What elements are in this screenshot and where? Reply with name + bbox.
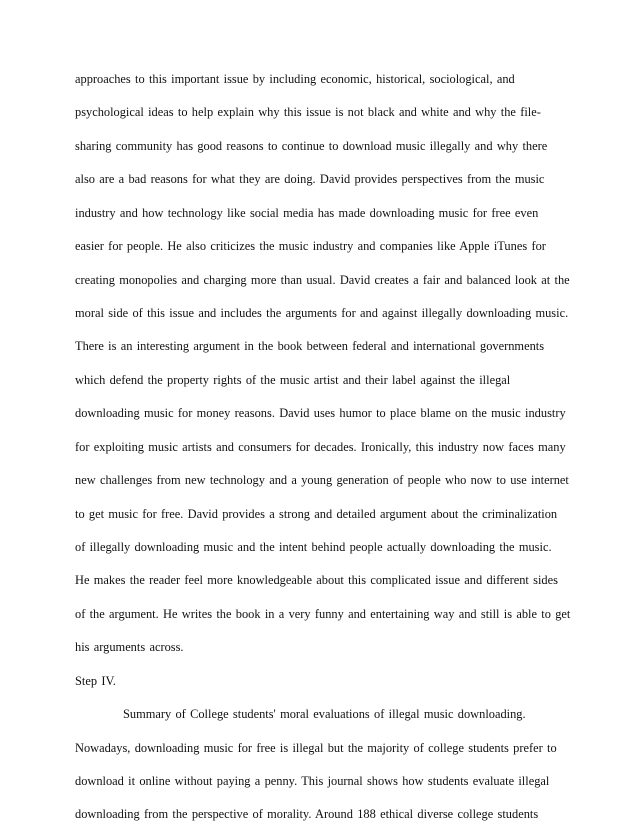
paragraph-1-line-8: moral side of this issue and includes the arguments for and against illegally downloading music.	[75, 306, 569, 320]
paragraph-1-line-1: approaches to this important issue by including economic, historical, sociological, and	[75, 72, 515, 86]
paragraph-1-line-6: easier for people. He also criticizes the music industry and companies like Apple iTunes for	[75, 239, 546, 253]
paragraph-1-line-2: psychological ideas to help explain why this issue is not black and white and why the file-	[75, 105, 541, 119]
paragraph-1-line-18: his arguments across.	[75, 640, 184, 654]
paragraph-1-line-11: downloading music for money reasons. David uses humor to place blame on the music industry	[75, 406, 566, 420]
paragraph-1-line-16: He makes the reader feel more knowledgeable about this complicated issue and different sides	[75, 573, 558, 587]
paragraph-1-line-7: creating monopolies and charging more than usual. David creates a fair and balanced look at the	[75, 273, 570, 287]
step-heading: Step IV.	[75, 674, 116, 688]
paragraph-1-line-14: to get music for free. David provides a strong and detailed argument about the criminalization	[75, 507, 558, 521]
paragraph-2-line-2: download it online without paying a penny. This journal shows how students evaluate illegal	[75, 774, 550, 788]
paragraph-1-line-3: sharing community has good reasons to continue to download music illegally and why there	[75, 139, 548, 153]
paragraph-1-line-15: of illegally downloading music and the intent behind people actually downloading the music.	[75, 540, 552, 554]
paragraph-2-line-1: Nowadays, downloading music for free is illegal but the majority of college students prefer to	[75, 741, 557, 755]
summary-title: Summary of College students' moral evaluations of illegal music downloading.	[123, 707, 526, 721]
paragraph-1-line-12: for exploiting music artists and consumers for decades. Ironically, this industry now faces many	[75, 440, 566, 454]
paragraph-2-line-3: downloading from the perspective of morality. Around 188 ethical diverse college students	[75, 807, 539, 821]
paragraph-1-line-17: of the argument. He writes the book in a very funny and entertaining way and still is able to get	[75, 607, 571, 621]
paragraph-1-line-10: which defend the property rights of the music artist and their label against the illegal	[75, 373, 511, 387]
paragraph-1-line-4: also are a bad reasons for what they are doing. David provides perspectives from the music	[75, 172, 545, 186]
paragraph-1-line-13: new challenges from new technology and a young generation of people who now to use internet	[75, 473, 569, 487]
paragraph-1-line-9: There is an interesting argument in the book between federal and international governments	[75, 339, 545, 353]
paragraph-1-line-5: industry and how technology like social media has made downloading music for free even	[75, 206, 539, 220]
